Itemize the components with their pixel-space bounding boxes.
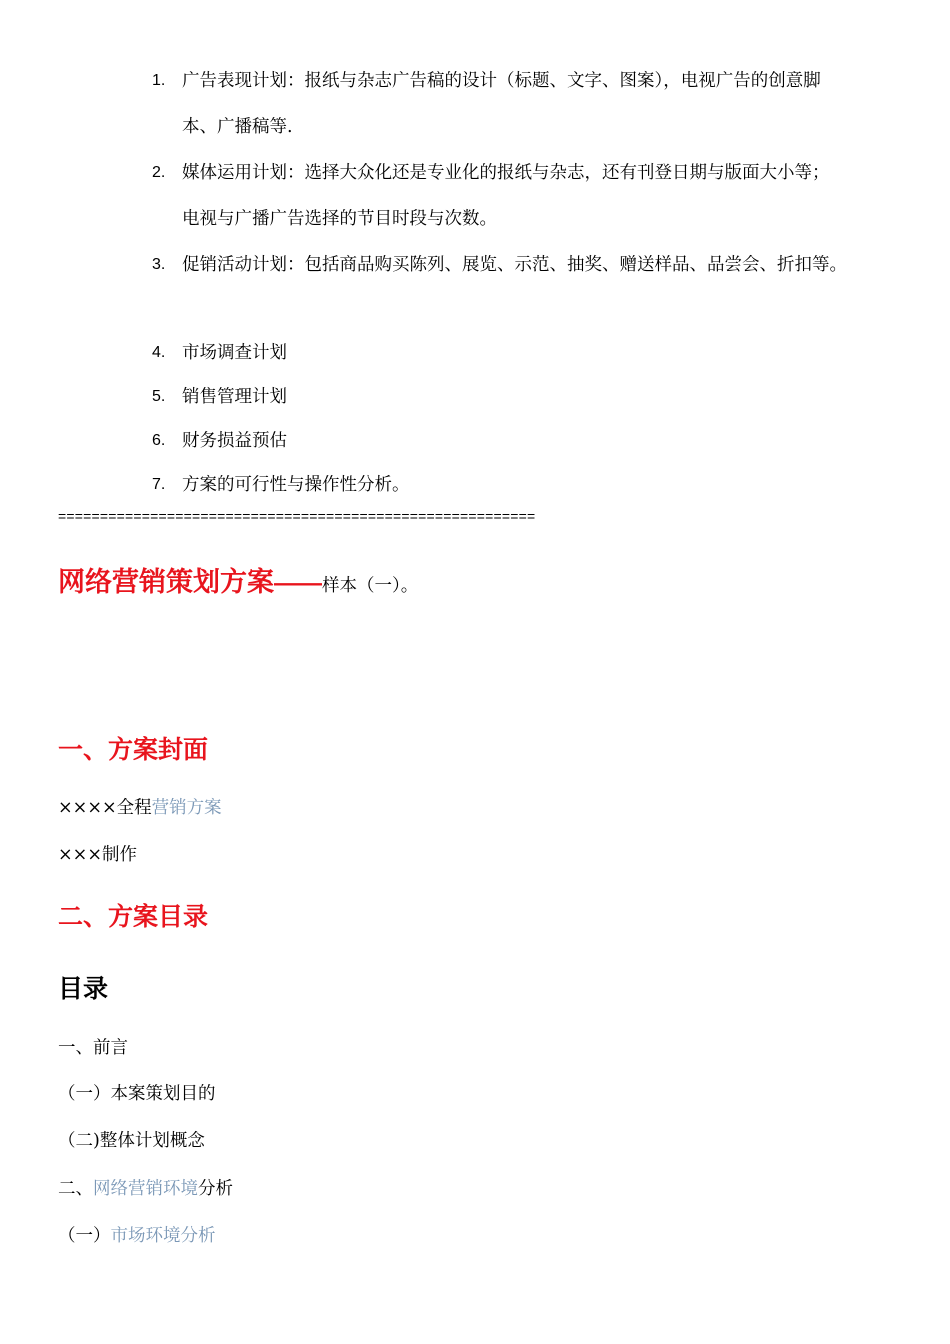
toc-item [58, 1222, 216, 1247]
list-text-continued: 本、广播稿等. [182, 117, 293, 137]
list-text: 广告表现计划：报纸与杂志广告稿的设计（标题、文字、图案），电视广告的创意脚 [182, 71, 821, 91]
section-heading-cover: 一、方案封面 [58, 735, 209, 764]
list-text: 市场调查计划 [182, 343, 287, 363]
list-item [152, 331, 922, 375]
list-item [152, 58, 922, 150]
list-item [152, 419, 922, 463]
cover-line-1 [58, 794, 222, 819]
document-subtitle: 样本（一）。 [322, 576, 419, 596]
list-number: 7. [152, 476, 166, 493]
list-text: 方案的可行性与操作性分析。 [182, 475, 410, 495]
list-number: 2. [152, 164, 166, 181]
separator-line: ========================================================= [58, 508, 536, 524]
toc-item-suffix: 分析 [198, 1179, 233, 1199]
toc-item: （二)整体计划概念 [58, 1131, 205, 1151]
list-number: 1. [152, 72, 166, 89]
list-number: 5. [152, 388, 166, 405]
toc-title: 目录 [58, 974, 109, 1003]
list-item [152, 242, 922, 288]
toc-item-prefix: （一） [58, 1226, 111, 1246]
list-number: 4. [152, 344, 166, 361]
toc-item: 一、前言 [58, 1038, 128, 1058]
market-environment-analysis-link[interactable]: 市场环境分析 [110, 1226, 216, 1246]
marketing-plan-link[interactable]: 营销方案 [151, 798, 222, 818]
list-item [152, 150, 922, 242]
list-text-continued: 电视与广播广告选择的节目时段与次数。 [182, 209, 497, 229]
list-text: 促销活动计划：包括商品购买陈列、展览、示范、抽奖、赠送样品、品尝会、折扣等。 [182, 255, 847, 275]
section-heading-toc: 二、方案目录 [58, 902, 209, 931]
list-item [152, 463, 922, 507]
list-text: 财务损益预估 [182, 431, 287, 451]
cover-line-2: ×××制作 [58, 845, 137, 865]
network-marketing-environment-link[interactable]: 网络营销环境 [93, 1179, 198, 1199]
toc-item-prefix: 二、 [58, 1179, 93, 1199]
toc-item [58, 1175, 233, 1200]
toc-item: （一）本案策划目的 [58, 1084, 216, 1104]
title-dash: —— [274, 570, 322, 597]
list-text: 销售管理计划 [182, 387, 287, 407]
list-item [152, 375, 922, 419]
plan-list [152, 58, 922, 507]
cover-line-1-text: ××××全程 [58, 798, 152, 818]
document-title-main: 网络营销策划方案 [58, 567, 274, 598]
list-number: 3. [152, 256, 166, 273]
document-title [58, 560, 418, 599]
list-text: 媒体运用计划：选择大众化还是专业化的报纸与杂志，还有刊登日期与版面大小等； [182, 163, 830, 183]
list-number: 6. [152, 432, 166, 449]
